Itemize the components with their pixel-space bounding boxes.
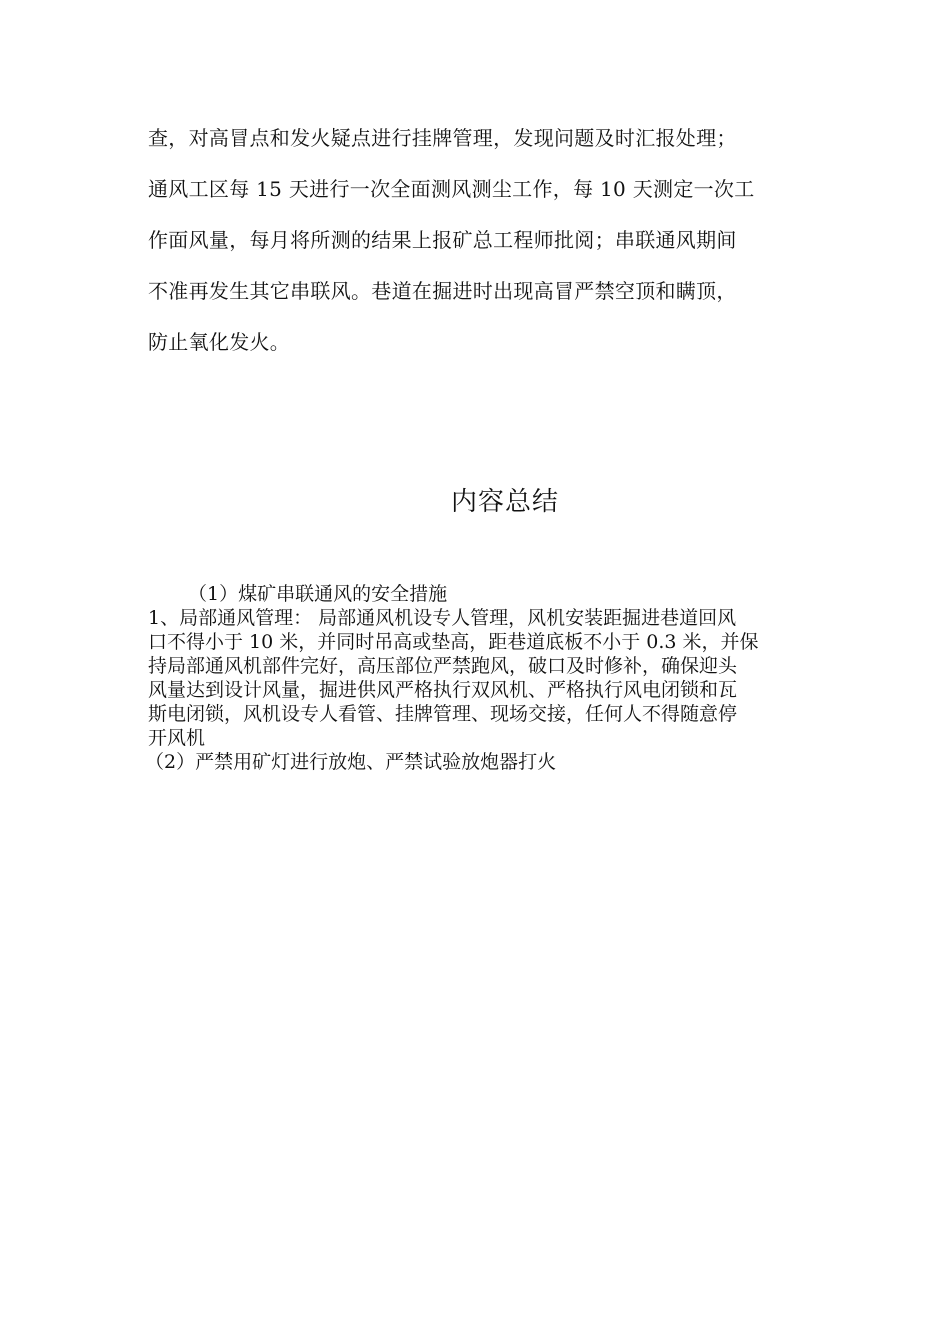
summary-body-line: 开风机: [148, 727, 206, 749]
summary-section: [145, 582, 808, 774]
summary-heading-1: （1）煤矿串联通风的安全措施: [188, 583, 448, 605]
paragraph-line: 作面风量，每月将所测的结果上报矿总工程师批阅；串联通风期间: [148, 228, 737, 252]
summary-heading-2: （2）严禁用矿灯进行放炮、严禁试验放炮器打火: [145, 751, 557, 773]
paragraph-line: 通风工区每 15 天进行一次全面测风测尘工作，每 10 天测定一次工: [148, 177, 755, 201]
summary-body-line: 风量达到设计风量，掘进供风严格执行双风机、严格执行风电闭锁和瓦: [148, 679, 738, 701]
summary-body-line: 斯电闭锁，风机设专人看管、挂牌管理、现场交接，任何人不得随意停: [148, 703, 738, 725]
summary-body-line: 口不得小于 10 米，并同时吊高或垫高，距巷道底板不小于 0.3 米，并保: [148, 631, 759, 653]
paragraph-line: 查，对高冒点和发火疑点进行挂牌管理，发现问题及时汇报处理；: [148, 126, 737, 150]
summary-title: 内容总结: [450, 487, 559, 517]
paragraph-line: 不准再发生其它串联风。巷道在掘进时出现高冒严禁空顶和瞒顶，: [148, 279, 737, 303]
paragraph-line: 防止氧化发火。: [148, 330, 291, 354]
summary-body-line: 1、局部通风管理： 局部通风机设专人管理，风机安装距掘进巷道回风: [148, 607, 737, 629]
summary-body-line: 持局部通风机部件完好，高压部位严禁跑风，破口及时修补，确保迎头: [148, 655, 738, 677]
intro-paragraph: [148, 116, 808, 371]
